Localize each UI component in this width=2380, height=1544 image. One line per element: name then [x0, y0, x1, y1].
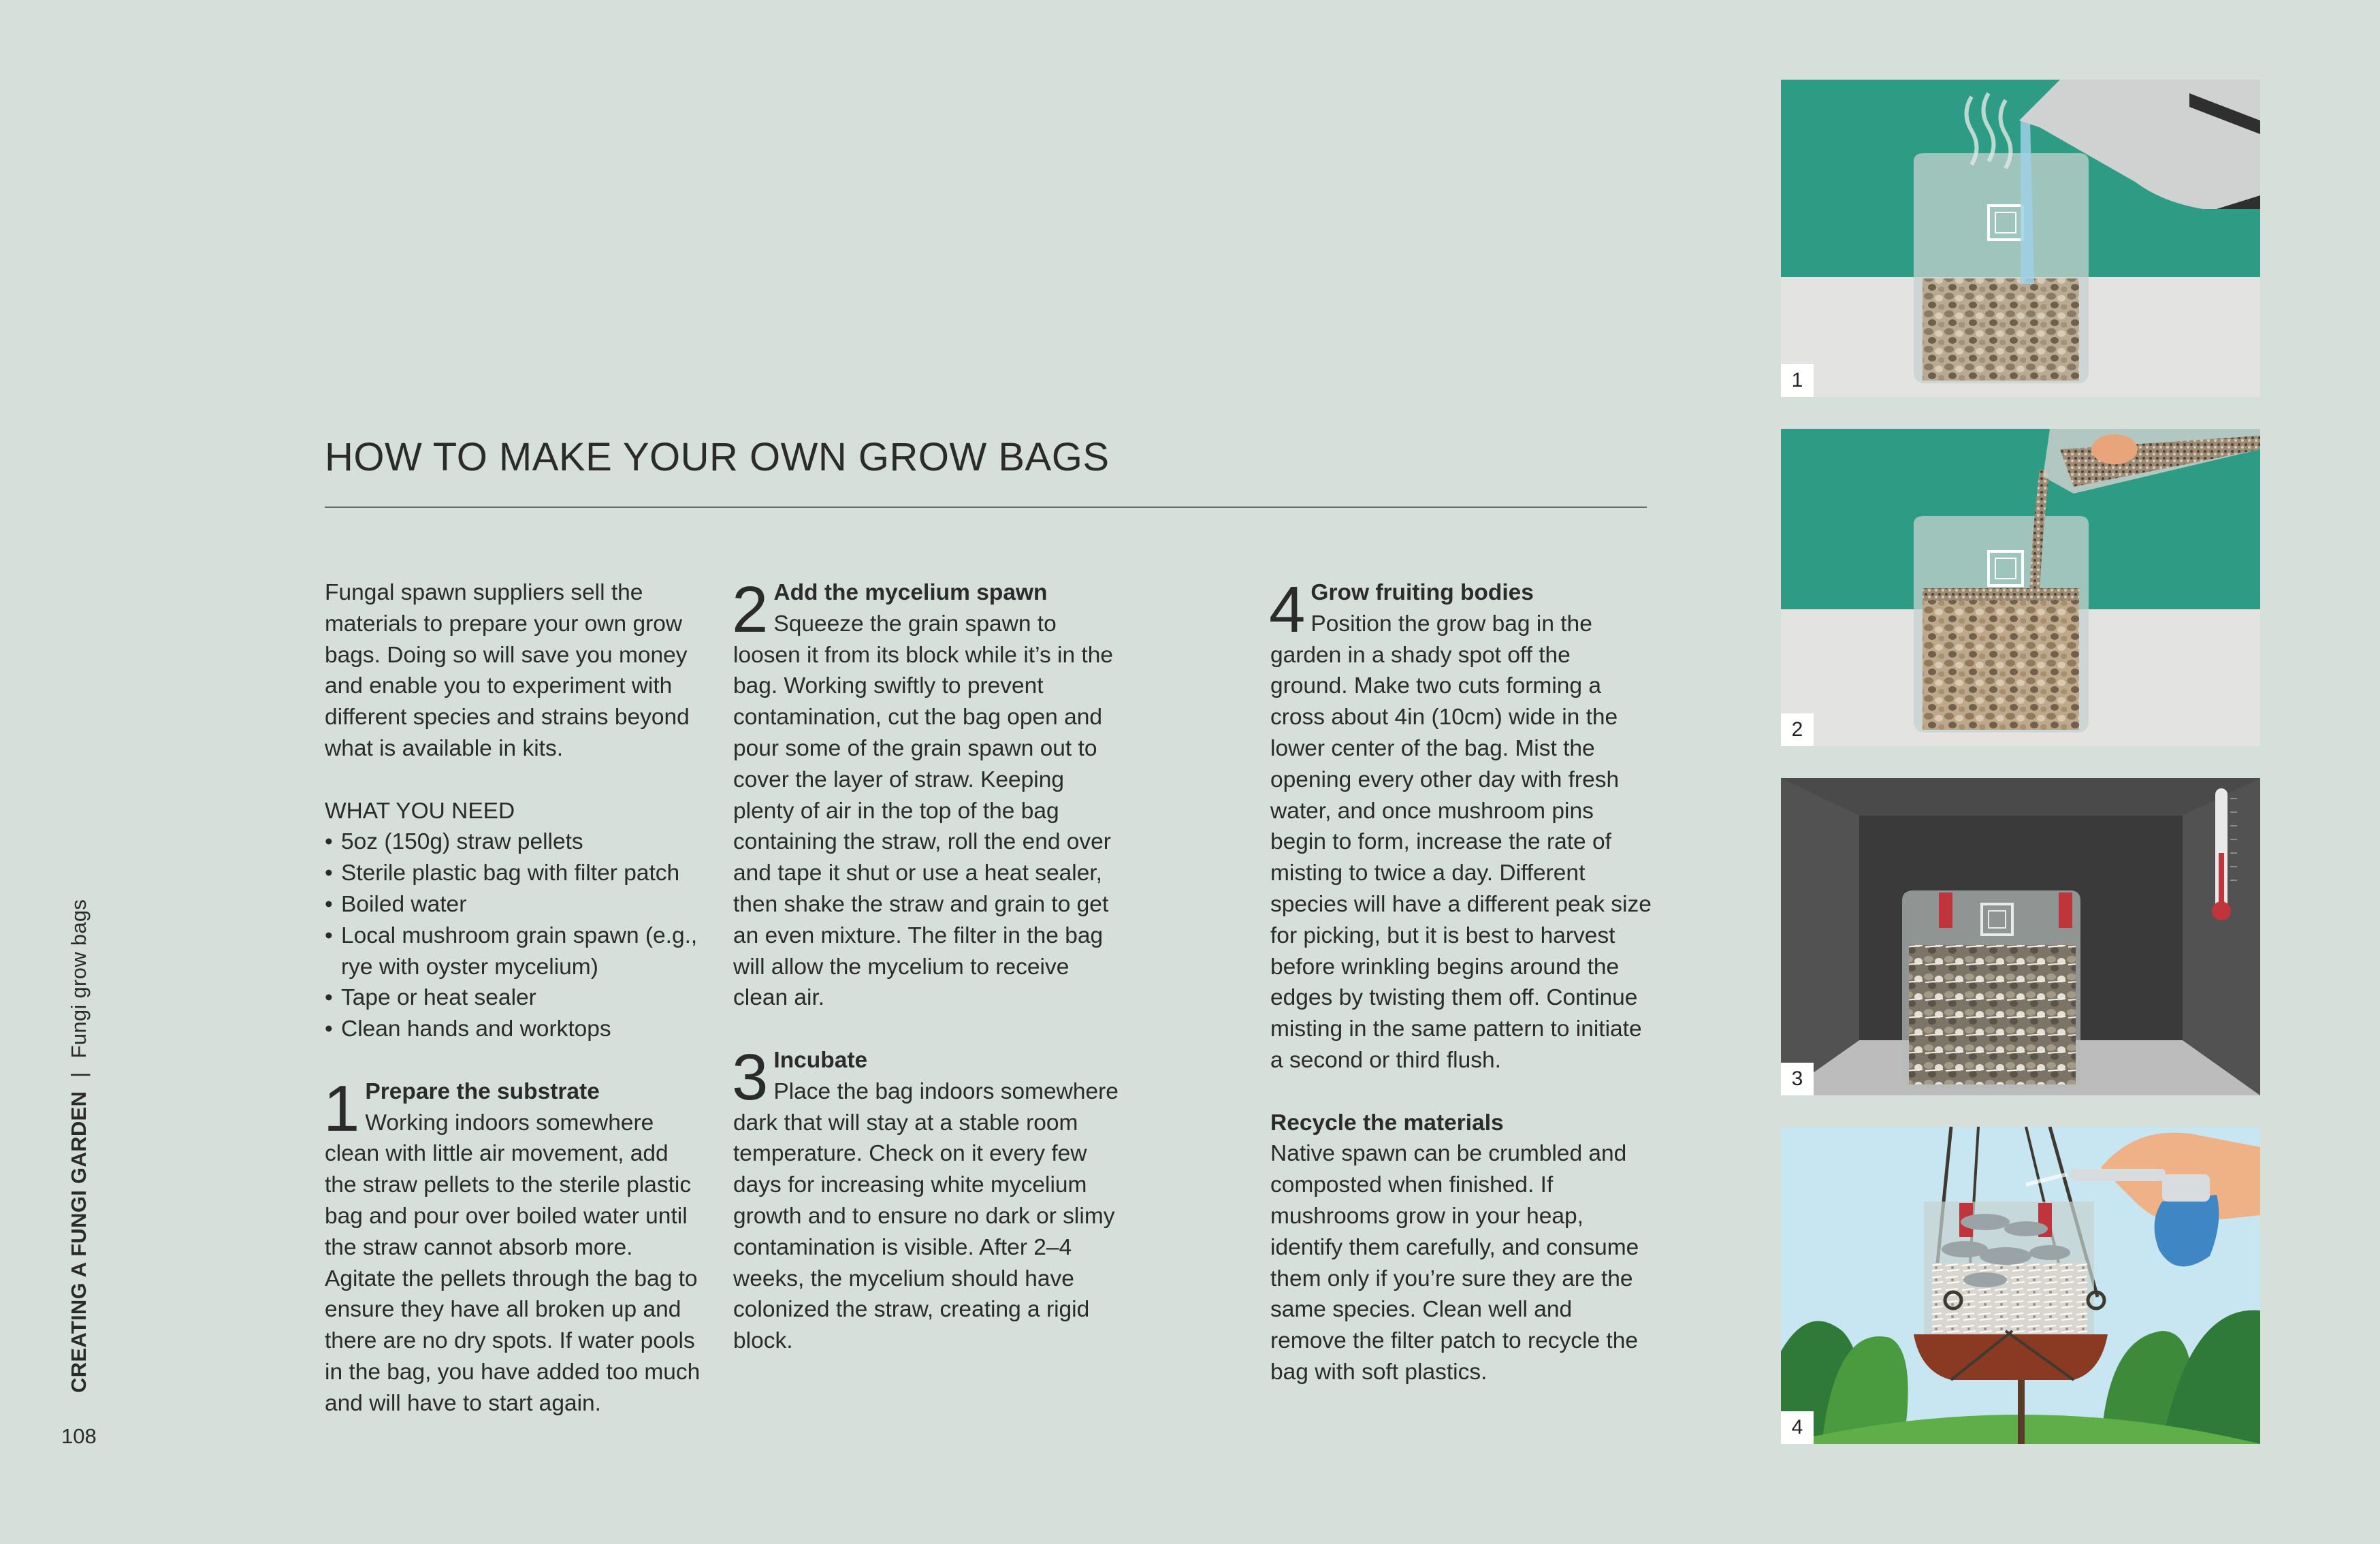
list-item: • Sterile plastic bag with filter patch	[325, 858, 706, 889]
step-number: 1	[323, 1072, 360, 1145]
intro-line: Fungal spawn suppliers sell the	[325, 580, 643, 605]
misting-hanging-bag-illustration	[1781, 1127, 2260, 1444]
intro-line: bags. Doing so will save you money	[325, 642, 688, 668]
recycle-text: Native spawn can be crumbled and composted when finished. If mushrooms grow in your heap, identify them carefully, and consume them only if you’re sure they are the same species. Clean well and remove the filter patch to recycle the bag with soft plastics.	[1270, 1141, 1639, 1385]
step-1	[323, 1072, 706, 1419]
step-3	[732, 1040, 1125, 1357]
list-item: • 5oz (150g) straw pellets	[325, 826, 706, 858]
panel-4-art	[1781, 1127, 2260, 1444]
topic-name: Fungi grow bags	[67, 899, 91, 1059]
list-item: • Tape or heat sealer	[325, 982, 706, 1014]
kettle-pouring-water-into-bag-illustration	[1781, 80, 2260, 397]
step-heading: Incubate	[773, 1047, 868, 1073]
step-2	[732, 573, 1125, 1014]
step-number: 3	[732, 1040, 769, 1114]
page-title: HOW TO MAKE YOUR OWN GROW BAGS	[325, 435, 1110, 479]
column-2	[732, 573, 1125, 1357]
step-number: 4	[1269, 573, 1306, 646]
step-text: Squeeze the grain spawn to loosen it from its block while it’s in the bag. Working swiftly to prevent contamination, cut the bag open and pour some of the grain spawn out to cover the layer of straw. Keeping plenty of air in the top of the bag containing the straw, roll the end over and tape it shut or use a heat sealer, then shake the straw and grain to get an even mixture. The filter in the bag will allow the mycelium to receive clean air.	[733, 611, 1113, 1011]
step-heading: Add the mycelium spawn	[773, 580, 1048, 605]
panel-number-label: 1	[1781, 364, 1814, 397]
panel-number-label: 2	[1781, 713, 1814, 746]
panel-number-label: 3	[1781, 1063, 1814, 1095]
list-item: • Clean hands and worktops	[325, 1014, 706, 1045]
panel-2-art	[1781, 429, 2260, 746]
incubating-bag-with-thermometer-illustration	[1781, 778, 2260, 1095]
intro-paragraph	[325, 577, 706, 765]
step-4	[1269, 573, 1652, 1076]
panel-number-label: 4	[1781, 1411, 1814, 1444]
list-item: • Local mushroom grain spawn (e.g., rye with oyster mycelium)	[325, 920, 706, 983]
pouring-grain-spawn-into-bag-illustration	[1781, 429, 2260, 746]
intro-line: different species and strains beyond	[325, 705, 690, 730]
section-name: CREATING A FUNGI GARDEN	[67, 1091, 91, 1393]
column-3	[1269, 573, 1652, 1388]
intro-line: and enable you to experiment with	[325, 673, 673, 699]
title-rule	[325, 506, 1647, 508]
what-you-need-heading: WHAT YOU NEED	[325, 798, 515, 824]
step-text: Place the bag indoors somewhere dark that will stay at a stable room temperature. Check on it every few days for increasing white mycelium growth and to ensure no dark or slimy contamination is visible. After 2–4 weeks, the mycelium should have colonized the straw, creating a rigid block.	[733, 1078, 1119, 1354]
panel-3-art	[1781, 778, 2260, 1095]
list-item: • Boiled water	[325, 889, 706, 920]
step-text: Position the grow bag in the garden in a shady spot off the ground. Make two cuts forming a cross about 4in (10cm) wide in the lower center of the bag. Mist the opening every other day with fresh water, and once mushroom pins begin to form, increase the rate of misting to twice a day. Different species will have a different peak size for picking, but it is best to harvest before wrinkling begins around the edges by twisting them off. Continue misting in the same pattern to initiate a second or third flush.	[1270, 611, 1652, 1073]
panel-1-art	[1781, 80, 2260, 397]
intro-line: what is available in kits.	[325, 735, 564, 761]
running-head	[64, 889, 94, 1393]
step-number: 2	[732, 573, 769, 646]
recycle-heading: Recycle the materials	[1270, 1110, 1504, 1136]
what-you-need-list	[325, 826, 706, 1045]
step-heading: Prepare the substrate	[365, 1078, 600, 1104]
step-heading: Grow fruiting bodies	[1310, 580, 1534, 605]
intro-line: materials to prepare your own grow	[325, 611, 683, 637]
step-text: Working indoors somewhere clean with little air movement, add the straw pellets to the sterile plastic bag and pour over boiled water until the straw cannot absorb more. Agitate the pellets through the bag to ensure they have all broken up and there are no dry spots. If water pools in the bag, you have added too much and will have to start again.	[325, 1110, 701, 1416]
column-1	[325, 577, 706, 1419]
recycle-section	[1270, 1108, 1652, 1388]
running-head-separator: |	[67, 1072, 91, 1078]
page-number: 108	[61, 1424, 97, 1448]
